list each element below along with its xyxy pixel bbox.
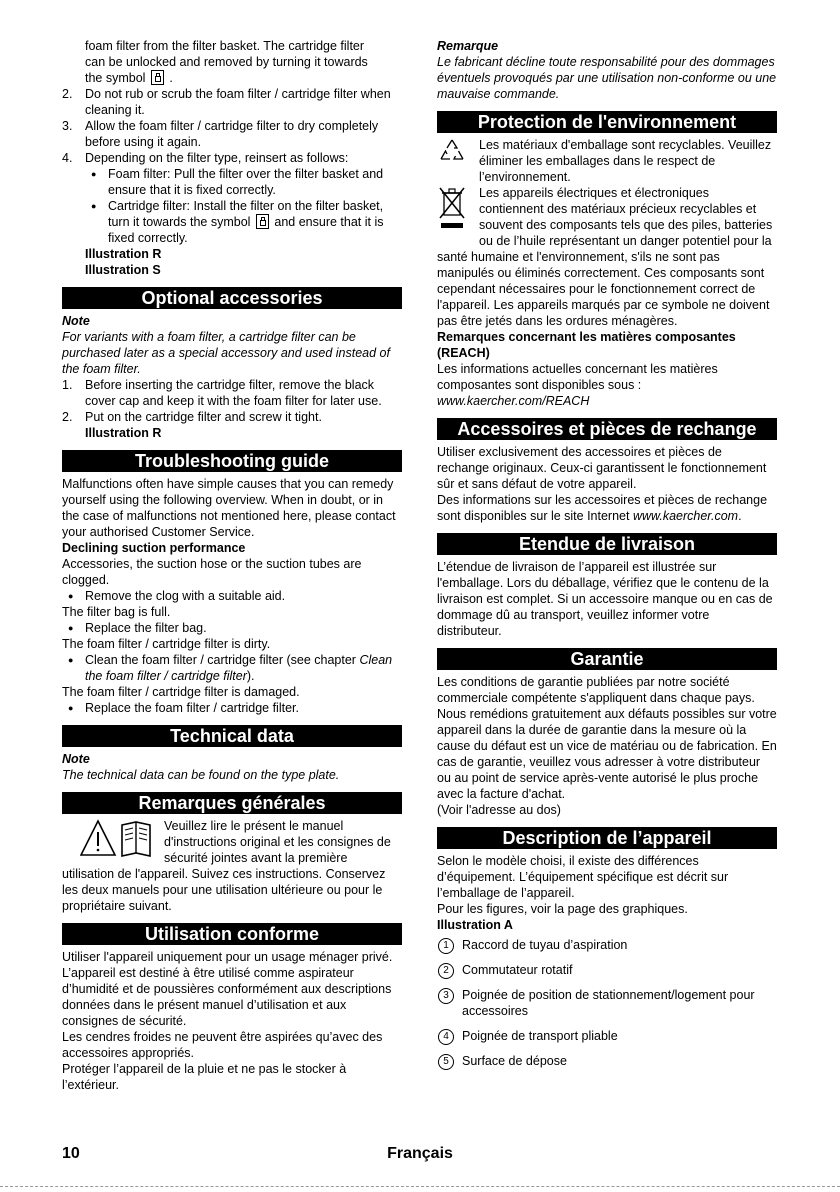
item-text: Poignée de position de stationnement/logement pour accessoires	[462, 988, 755, 1018]
bullet-item	[85, 198, 402, 246]
paragraph: (Voir l'adresse au dos)	[437, 803, 561, 817]
parts-list	[437, 937, 777, 1069]
text-line	[85, 70, 402, 86]
list-item	[437, 1053, 777, 1069]
filter-bullets	[85, 166, 402, 246]
item-text: Raccord de tuyau d’aspiration	[462, 938, 628, 952]
bullet-item: ● Remove the clog with a suitable aid.	[62, 588, 402, 604]
paragraph: Veuillez lire le présent le manuel d'instructions original et les consignes de sécurité jointes avant la première	[164, 819, 391, 865]
step-number: 3.	[62, 119, 73, 133]
warning-manual-icons	[80, 818, 156, 864]
list-item	[62, 377, 402, 409]
text-span: and ensure that it is fixed correctly.	[108, 215, 384, 245]
list-item	[62, 86, 402, 118]
unlock-symbol-icon	[151, 70, 164, 85]
item-number: 1	[438, 938, 454, 954]
bullet-item: ● Replace the filter bag.	[62, 620, 402, 636]
remedy-list	[62, 700, 402, 716]
subheading: Remarques concernant les matières composantes (REACH)	[437, 330, 736, 360]
note-title: Note	[62, 314, 90, 328]
text-span: .	[169, 71, 173, 85]
list-item	[437, 962, 777, 978]
text-span: Des informations sur les accessoires et pièces de rechange sont disponibles sur le site Internet	[437, 493, 768, 523]
list-item	[437, 1028, 777, 1044]
illustration-ref: Illustration A	[437, 918, 513, 932]
remedy-list	[62, 620, 402, 636]
right-column	[437, 38, 777, 1078]
note-title: Note	[62, 752, 90, 766]
cause-text: Accessories, the suction hose or the suction tubes are clogged.	[62, 557, 362, 587]
lock-symbol-icon	[256, 214, 269, 229]
text-span: the symbol	[85, 71, 146, 85]
step-text: Depending on the filter type, reinsert as follows:	[85, 151, 349, 165]
step-number: 4.	[62, 151, 73, 165]
left-column	[62, 38, 402, 1093]
step-text: Allow the foam filter / cartridge filter to dry completely before using it again.	[85, 119, 379, 149]
note-text: Le fabricant décline toute responsabilité pour des dommages éventuels provoqués par une utilisation non-conforme ou une mauvaise commande.	[437, 55, 777, 101]
optional-steps	[62, 377, 402, 425]
step-text: Put on the cartridge filter and screw it tight.	[85, 410, 322, 424]
reach-link[interactable]: www.kaercher.com/REACH	[437, 394, 590, 408]
heading-technical-data: Technical data	[62, 725, 402, 747]
heading-optional-accessories: Optional accessories	[62, 287, 402, 309]
step-number: 2.	[62, 87, 73, 101]
list-item	[437, 937, 777, 953]
heading-remarques-generales: Remarques générales	[62, 792, 402, 814]
paragraph: Protéger l’appareil de la pluie et ne pas le stocker à l’extérieur.	[62, 1062, 347, 1092]
list-item	[62, 118, 402, 150]
step-text: Before inserting the cartridge filter, remove the black cover cap and keep it with the foam filter for later use.	[85, 378, 382, 408]
step-number: 2.	[62, 410, 73, 424]
paragraph: Selon le modèle choisi, il existe des différences d’équipement. L’équipement spécifique est décrit sur l’emballage de l’appareil.	[437, 854, 729, 900]
step-text: Do not rub or scrub the foam filter / cartridge filter when cleaning it.	[85, 87, 391, 117]
item-number: 4	[438, 1029, 454, 1045]
text-span: Les informations actuelles concernant les matières composantes sont disponibles sous :	[437, 362, 718, 392]
list-item	[62, 150, 402, 166]
bullet-item: ● Replace the foam filter / cartridge filter.	[62, 700, 402, 716]
list-item	[437, 987, 777, 1019]
item-number: 2	[438, 963, 454, 979]
chapter-reference: Clean the foam filter / cartridge filter	[85, 653, 393, 683]
cause-text: The foam filter / cartridge filter is dirty.	[62, 637, 271, 651]
item-number: 5	[438, 1054, 454, 1070]
item-number: 3	[438, 988, 454, 1004]
paragraph	[437, 361, 777, 409]
illustration-ref: Illustration R	[85, 247, 162, 261]
cause-text: The foam filter / cartridge filter is damaged.	[62, 685, 300, 699]
bullet-item	[62, 652, 402, 684]
heading-utilisation-conforme: Utilisation conforme	[62, 923, 402, 945]
paragraph: Les conditions de garantie publiées par notre société commerciale compétente s'appliquent dans chaque pays. Nous remédions gratuitement aux défauts possibles sur votre appareil dans la durée de garantie dans la mesure où la cause du défaut est un vice de matériau ou de fabrication. En cas de garantie, veuillez vous adresser à votre distributeur ou au point de service après-vente autorisé le plus proche avec la facture d'achat.	[437, 675, 777, 801]
paragraph: Les cendres froides ne peuvent être aspirées qu’avec des accessoires appropriés.	[62, 1030, 383, 1060]
paragraph: utilisation de l'appareil. Suivez ces instructions. Conservez les deux manuels pour une utilisation ultérieure ou pour le propriétaire suivant.	[62, 867, 386, 913]
filter-instruction-continued	[62, 38, 402, 86]
paragraph: Les matériaux d'emballage sont recyclables. Veuillez éliminer les emballages dans le respect de l’environnement.	[479, 138, 772, 184]
item-text: Commutateur rotatif	[462, 963, 573, 977]
paragraph: L’appareil est destiné à être utilisé comme aspirateur d’humidité et de poussières conformément aux descriptions données dans le présent manuel d’utilisation et aux consignes de sécurité.	[62, 966, 392, 1028]
text-span: Cartridge filter: Install the filter on the filter basket, turn it towards the symbol	[108, 199, 384, 229]
paragraph: L’étendue de livraison de l’appareil est illustrée sur l'emballage. Lors du déballage, vérifiez que le contenu de la livraison est complet. Si un accessoire manque ou en cas de dommage dû au transport, veuillez informer votre distributeur.	[437, 560, 773, 638]
remarques-block	[62, 818, 402, 914]
footer-page-number: 10	[62, 1145, 80, 1162]
page-cut-line	[0, 1186, 840, 1187]
filter-bullets-wrap	[62, 166, 402, 278]
heading-troubleshooting: Troubleshooting guide	[62, 450, 402, 472]
note-title: Remarque	[437, 39, 499, 53]
note-text: For variants with a foam filter, a cartridge filter can be purchased later as a special accessory and used instead of the foam filter.	[62, 330, 390, 376]
weee-icon-wrap	[437, 185, 473, 235]
warning-book-icon	[80, 818, 156, 860]
remedy-list	[62, 652, 402, 684]
heading-etendue: Etendue de livraison	[437, 533, 777, 555]
text-span: ).	[246, 669, 255, 683]
heading-garantie: Garantie	[437, 648, 777, 670]
paragraph: Les appareils électriques et électroniques contiennent des matériaux précieux recyclables et souvent des composants tels que des piles, batteries ou de l’huile représentant un danger potentiel pour la santé humaine et l'environnement, s'ils ne sont pas manipulés ou éliminés correctement. Ces composants sont cependant nécessaires pour le fonctionnement correct de l'appareil. Les appareils marqués par ce symbole ne doivent pas être jetés dans les ordures ménagères.	[437, 186, 773, 328]
subheading: Declining suction performance	[62, 541, 246, 555]
note-text: The technical data can be found on the type plate.	[62, 768, 340, 782]
env-block	[437, 137, 777, 329]
kaercher-link[interactable]: www.kaercher.com	[632, 509, 739, 523]
paragraph: Malfunctions often have simple causes that you can remedy yourself using the following overview. When in doubt, or in the case of malfunctions not mentioned here, please contact your authorised Customer Service.	[62, 477, 396, 539]
bullet-item: ● Foam filter: Pull the filter over the filter basket and ensure that it is fixed correctly.	[85, 166, 402, 198]
illustration-ref: Illustration R	[85, 426, 162, 440]
remedy-list	[62, 588, 402, 604]
text-span: .	[738, 509, 742, 523]
filter-steps	[62, 86, 402, 166]
text-line: can be unlocked and removed by turning it towards	[85, 55, 368, 69]
heading-accessories: Accessoires et pièces de rechange	[437, 418, 777, 440]
text-line: foam filter from the filter basket. The cartridge filter	[85, 39, 365, 53]
paragraph: Utiliser exclusivement des accessoires et pièces de rechange originaux. Ceux-ci garantissent le fonctionnement sûr et sans défaut de votre appareil.	[437, 445, 767, 491]
crossed-bin-icon	[437, 185, 467, 231]
text-span: Clean the foam filter / cartridge filter (see chapter	[85, 653, 356, 667]
paragraph: Pour les figures, voir la page des graphiques.	[437, 902, 688, 916]
illustration-ref: Illustration S	[85, 263, 161, 277]
recycle-icon	[437, 137, 467, 167]
heading-description: Description de l’appareil	[437, 827, 777, 849]
recycle-icon-wrap	[437, 137, 473, 171]
step-number: 1.	[62, 378, 73, 392]
paragraph	[437, 492, 777, 524]
paragraph: Utiliser l'appareil uniquement pour un usage ménager privé.	[62, 950, 393, 964]
cause-text: The filter bag is full.	[62, 605, 171, 619]
item-text: Surface de dépose	[462, 1054, 567, 1068]
footer-language: Français	[387, 1145, 453, 1162]
item-text: Poignée de transport pliable	[462, 1029, 618, 1043]
list-item	[62, 409, 402, 425]
heading-environment: Protection de l'environnement	[437, 111, 777, 133]
